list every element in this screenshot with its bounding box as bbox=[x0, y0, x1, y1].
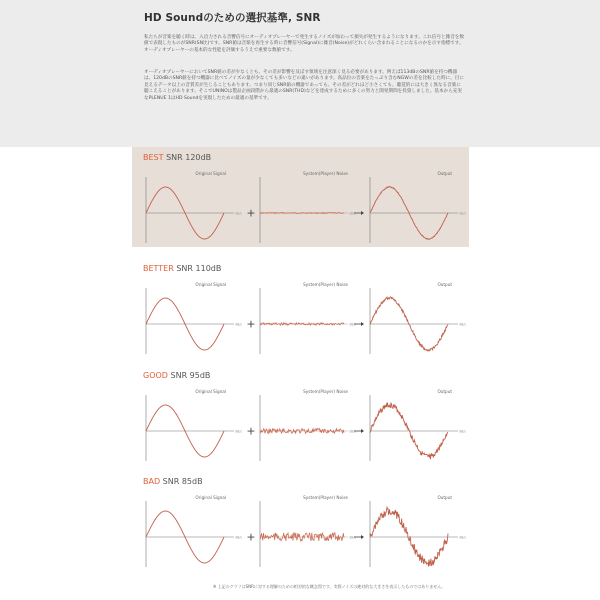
axis-tag: dB/s bbox=[235, 211, 242, 216]
arrow-head bbox=[361, 211, 364, 215]
snr-diagram-good bbox=[132, 365, 469, 465]
axis-tag: dB/s bbox=[459, 535, 466, 540]
intro-paragraph-1: 私たちが音楽を聴く時は、入出力される音響信号にオーディオプレーヤーで発生するノイズが加わって損失が発生するようになります。これ信号と雑音を数値で表現したものがSNR(SN比)です。SNR値は音楽を再生する時に音響信号(Signal)に雑音(Noise)がどれくらい含まれることになるのかを示す指標です。オーディオプレーヤーの基本的な性能を評価するうえで重要な数値です。 bbox=[144, 35, 465, 53]
snr-diagram-bad bbox=[132, 471, 469, 571]
footnote: ※ 上記のグラフはSNRに対する理解のための相対的な概念図です。実際ノイズの絶対的な大きさを表示したものではありません。 bbox=[213, 584, 446, 589]
plus-operator: + bbox=[246, 424, 256, 438]
axis-tag: dB/s bbox=[349, 535, 356, 540]
output-label: Output bbox=[437, 389, 452, 394]
axis-tag: dB/s bbox=[235, 429, 242, 434]
rank-label: GOOD bbox=[143, 371, 168, 380]
snr-value: SNR 85dB bbox=[162, 477, 203, 486]
arrow-head bbox=[361, 535, 364, 539]
snr-diagram-best bbox=[132, 147, 469, 247]
original-signal-label: Original Signal bbox=[195, 389, 226, 394]
rank-label: BEST bbox=[143, 153, 164, 162]
noise-label: System(Player) Noise bbox=[303, 495, 348, 500]
section-good bbox=[132, 365, 469, 465]
arrow-head bbox=[361, 429, 364, 433]
noise-label: System(Player) Noise bbox=[303, 171, 348, 176]
arrow-head bbox=[361, 322, 364, 326]
section-best bbox=[132, 147, 469, 247]
noise-label: System(Player) Noise bbox=[303, 282, 348, 287]
output-label: Output bbox=[437, 282, 452, 287]
original-signal-label: Original Signal bbox=[195, 282, 226, 287]
axis-tag: dB/s bbox=[459, 429, 466, 434]
plus-operator: + bbox=[246, 317, 256, 331]
rank-label: BAD bbox=[143, 477, 161, 486]
original-signal-label: Original Signal bbox=[195, 495, 226, 500]
axis-tag: dB/s bbox=[349, 429, 356, 434]
axis-tag: dB/s bbox=[349, 322, 356, 327]
axis-tag: dB/s bbox=[349, 211, 356, 216]
plus-operator: + bbox=[246, 206, 256, 220]
snr-value: SNR 120dB bbox=[166, 153, 212, 162]
plus-operator: + bbox=[246, 530, 256, 544]
snr-value: SNR 110dB bbox=[176, 264, 222, 273]
noise-label: System(Player) Noise bbox=[303, 389, 348, 394]
snr-value: SNR 95dB bbox=[170, 371, 211, 380]
axis-tag: dB/s bbox=[235, 535, 242, 540]
page-title: HD Soundのための選択基準, SNR bbox=[144, 12, 321, 24]
axis-tag: dB/s bbox=[459, 211, 466, 216]
original-signal-label: Original Signal bbox=[195, 171, 226, 176]
axis-tag: dB/s bbox=[235, 322, 242, 327]
section-better bbox=[132, 258, 469, 358]
output-label: Output bbox=[437, 171, 452, 176]
axis-tag: dB/s bbox=[459, 322, 466, 327]
section-bad bbox=[132, 471, 469, 576]
rank-label: BETTER bbox=[143, 264, 174, 273]
output-label: Output bbox=[437, 495, 452, 500]
intro-paragraph-2: オーディオプレーヤーにおいてSNR値の差が少なくとも、その差が影響を及ぼす領域を注意深く見る必要があります。例えば113dBのSNR値を持つ機器は、120dBのSNR値を持つ機器に比べてノイズの量が少なくても多いなどの違いがあります。高品位の音楽をたっぷり含むNGWの差を比較した時に、目に見えるデータ以上の音質差が生じることもあります。つまり同じSNR値の機器であっても、その差がどれほど小さくても、聴覚的には大きく異なる音楽に聴こえることがあります。そこでUNINOは製品企画段階から最適のSNR(THD)などを達成するために多くの努力と開発期間を投資しました。基本から充実なPLENUE 1はHD Soundを実現したための最適の基準です。 bbox=[144, 70, 464, 101]
intro-header bbox=[0, 0, 600, 147]
snr-diagram-better bbox=[132, 258, 469, 358]
